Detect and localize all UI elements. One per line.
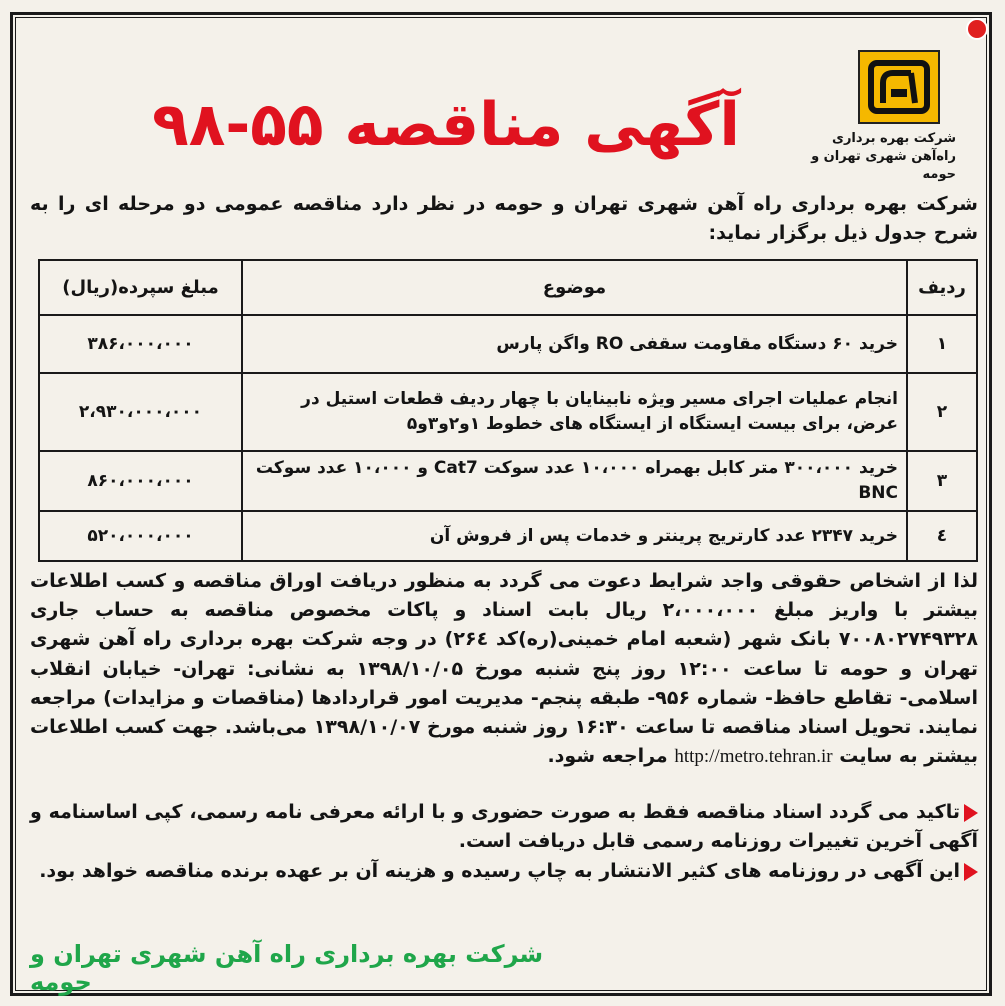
row-subject: خرید ۶۰ دستگاه مقاومت سقفی RO واگن پارس xyxy=(242,315,907,373)
footer-company-name: شرکت بهره برداری راه آهن شهری تهران و حومه xyxy=(30,940,544,996)
row-number: ۳ xyxy=(907,451,977,511)
triangle-bullet-icon xyxy=(964,863,978,881)
header-subject: موضوع xyxy=(242,260,907,315)
table-row xyxy=(39,511,977,561)
header-row-number: ردیف xyxy=(907,260,977,315)
note-text: تاکید می گردد اسناد مناقصه فقط به صورت حضوری و با ارائه معرفی نامه رسمی، کپی اساسنامه و آگهی آخرین تغییرات روزنامه رسمی قابل دریافت است. xyxy=(30,801,978,852)
tender-table xyxy=(38,259,978,562)
row-subject: خرید ۳۰۰،۰۰۰ متر کابل بهمراه ۱۰،۰۰۰ عدد سوکت Cat7 و ۱۰،۰۰۰ عدد سوکت BNC xyxy=(242,451,907,511)
note-2 xyxy=(30,857,978,886)
body-text: لذا از اشخاص حقوقی واجد شرایط دعوت می گردد به منظور دریافت اوراق مناقصه و کسب اطلاعات بیشتر با واریز مبلغ ۲،۰۰۰،۰۰۰ ریال بابت اسناد و پاکات مخصوص مناقصه به حساب جاری ۷۰۰۸۰۲۷۴۹۳۲۸ بانک شهر (شعبه امام خمینی(ره)کد ۲۶٤) در وجه شرکت بهره برداری راه آهن شهری تهران و حومه تا ساعت ۱۲:۰۰ روز پنج شنبه مورخ ۱۳۹۸/۱۰/۰۵ به نشانی: تهران- خیابان انقلاب اسلامی- تقاطع حافظ- شماره ۹۵۶- طبقه پنجم- مدیریت امور قراردادها (مناقصات و مزایدات) مراجعه نمایند. تحویل اسناد مناقصه تا ساعت ۱۶:۳۰ روز شنبه مورخ ۱۳۹۸/۱۰/۰۷ می‌باشد. جهت کسب اطلاعات بیشتر به سایت xyxy=(30,570,979,768)
company-line-1: شرکت بهره برداری xyxy=(832,131,956,146)
row-subject: خرید ۲۳۴۷ عدد کارتریج پرینتر و خدمات پس از فروش آن xyxy=(242,511,907,561)
row-amount: ۲،۹۳۰،۰۰۰،۰۰۰ xyxy=(39,373,242,451)
metro-logo-icon xyxy=(867,59,931,115)
header-amount: مبلغ سپرده(ریال) xyxy=(39,260,242,315)
note-1 xyxy=(30,798,978,856)
row-number: ۱ xyxy=(907,315,977,373)
company-line-2: راه‌آهن شهری تهران و حومه xyxy=(811,149,956,182)
row-amount: ۳۸۶،۰۰۰،۰۰۰ xyxy=(39,315,242,373)
corner-dot xyxy=(966,18,988,40)
company-name xyxy=(806,130,956,184)
metro-logo xyxy=(858,50,940,124)
triangle-bullet-icon xyxy=(964,804,978,822)
website-link[interactable]: http://metro.tehran.ir xyxy=(674,746,833,768)
table-row xyxy=(39,451,977,511)
table-header-row xyxy=(39,260,977,315)
body-tail: مراجعه شود. xyxy=(547,745,668,768)
row-amount: ۸۶۰،۰۰۰،۰۰۰ xyxy=(39,451,242,511)
row-number: ۲ xyxy=(907,373,977,451)
row-amount: ۵۲۰،۰۰۰،۰۰۰ xyxy=(39,511,242,561)
row-number: ٤ xyxy=(907,511,977,561)
note-text: این آگهی در روزنامه های کثیر الانتشار به چاپ رسیده و هزینه آن بر عهده برنده مناقصه خواهد بود. xyxy=(39,860,960,882)
page-title: آگهی مناقصه ۵۵-۹۸ xyxy=(152,90,740,160)
body-paragraph xyxy=(30,567,978,771)
row-subject: انجام عملیات اجرای مسیر ویژه نابینایان با چهار ردیف قطعات استیل در عرض، برای بیست ایستگاه از ایستگاه های خطوط ۱و۲و۳و۵ xyxy=(242,373,907,451)
table-row xyxy=(39,373,977,451)
intro-paragraph: شرکت بهره برداری راه آهن شهری تهران و حومه در نظر دارد مناقصه عمومی دو مرحله ای را به شرح جدول ذیل برگزار نماید: xyxy=(30,193,978,244)
table-row xyxy=(39,315,977,373)
